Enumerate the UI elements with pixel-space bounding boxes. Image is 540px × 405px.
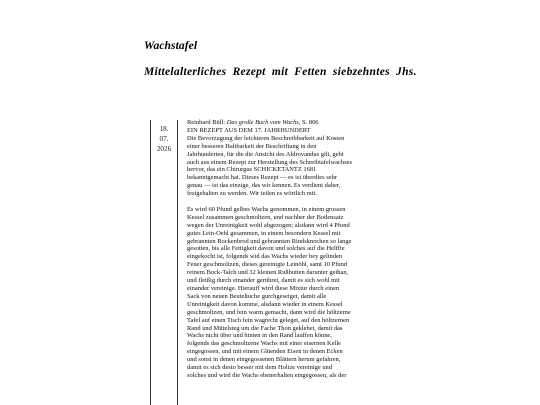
text-line: Kessel zusammen geschmoltzen, und nachher der Bodensatz [187,213,344,221]
citation-page: , S. 806 [298,119,319,126]
page-subtitle: Mittelalterliches Rezept mit Fetten siebzehntes Jhs. [144,66,417,78]
text-line: hervor, das ein Chirurgus SCHICKETANTZ 1681 [187,166,317,174]
date-day: 18. [159,125,169,133]
article-headline: EIN REZEPT AUS DEM 17. JAHRHUNDERT [187,126,311,134]
citation-author: Reinhard Büll: [187,119,227,126]
text-line: bekanntgemacht hat. Dieses Rezept — es ist überdies sehr [187,174,337,182]
text-line: Wachs nicht über und hinten in den Rand lauffen könne, [187,332,332,340]
text-line: Tafel auf einen Tisch fein wagrecht geleget, auf den höltzernen [187,316,350,324]
text-line: solches und wird die Wachs ebenerhalten eingegossen, als der [187,371,347,379]
text-line: gesotten, bis alle Fettigkeit davon und solches auf die Helffte [187,245,345,253]
text-line: Rand und Mittelsteg um die Fache Thon geklebet, damit das [187,324,343,332]
text-line: auch aus einem Rezept zur Herstellung des Schreibtafelwachses [187,158,352,166]
text-line: Feuer geschmoltzen, dieses gereinigte Leinöhl, samt 10 Pfund [187,261,348,269]
text-line: einander vereinige. Hierauff wird diese Mixtur durch einen [187,285,340,293]
text-line: folgends das geschmoltzene Wachs mit einer eisernen Kelle [187,340,341,348]
text-line: Sack von neuen Beuteltuche gurchgeseiget, damit alle [187,292,327,300]
text-line: gebrannten Rockenbrod und gebrannten Rindsknochen so lange [187,237,352,245]
text-line: genau — ist das einzige, das wir kennen. Es verdient daher, [187,182,341,190]
text-line: Es wird 60 Pfund gelbes Wachs genommen, in einem grossen [187,205,346,213]
citation-book-title: Das große Buch vom Wachs [226,119,299,126]
text-line: reinem Bock-Talch und 32 kleinen Rußbutten darunter gethan, [187,269,349,277]
text-line: gutes Lein-Oehl gesammen, in einem besondern Kessel mit [187,229,341,237]
text-line: damit es sich desto besser mit dem Holtze vereinige und [187,364,332,372]
citation-line [187,119,392,127]
text-line: und sonst in denen eingegossenen Blättern herum gefahren, [187,356,341,364]
date-month: 07. [159,135,169,143]
text-line: eingegossen, und mit einem Glüenden Eisen in denen Ecken [187,348,343,356]
text-line: Jahrhunderten, für die die Ansicht des Aldrovandus gilt, geht [187,150,344,158]
text-line: wegen der Unreinigkeit wohl abgezogen; alsdann wird 4 Pfund [187,221,350,229]
date-column [150,120,178,405]
text-line: einer besseren Haltbarkeit der Beschriftung in den [187,142,317,150]
text-line: und fleißig durch einander gerühret, damit es sich wohl mit [187,277,340,285]
date-year: 2026 [156,145,172,153]
text-line: eingekocht ist, folgends wid das Wachs wieder bey gelinden [187,253,343,261]
text-line: geschmoltzen, und fein warm gemacht, dann wird die höltzerne [187,308,351,316]
article-content [187,119,392,380]
text-line: Unreinigkeit davon komme, alsdann wieder in einem Kessel [187,300,343,308]
paragraph-gap [187,198,392,206]
article-intro [187,135,392,198]
text-line: festgehalten zu werden. Wir teilen es wörtlich mit. [187,190,317,198]
text-line: Die Bevorzugung der leichteren Beschreibbarkeit auf Kosten [187,134,345,142]
page-title: Wachstafel [144,40,198,52]
article-body [187,206,392,380]
